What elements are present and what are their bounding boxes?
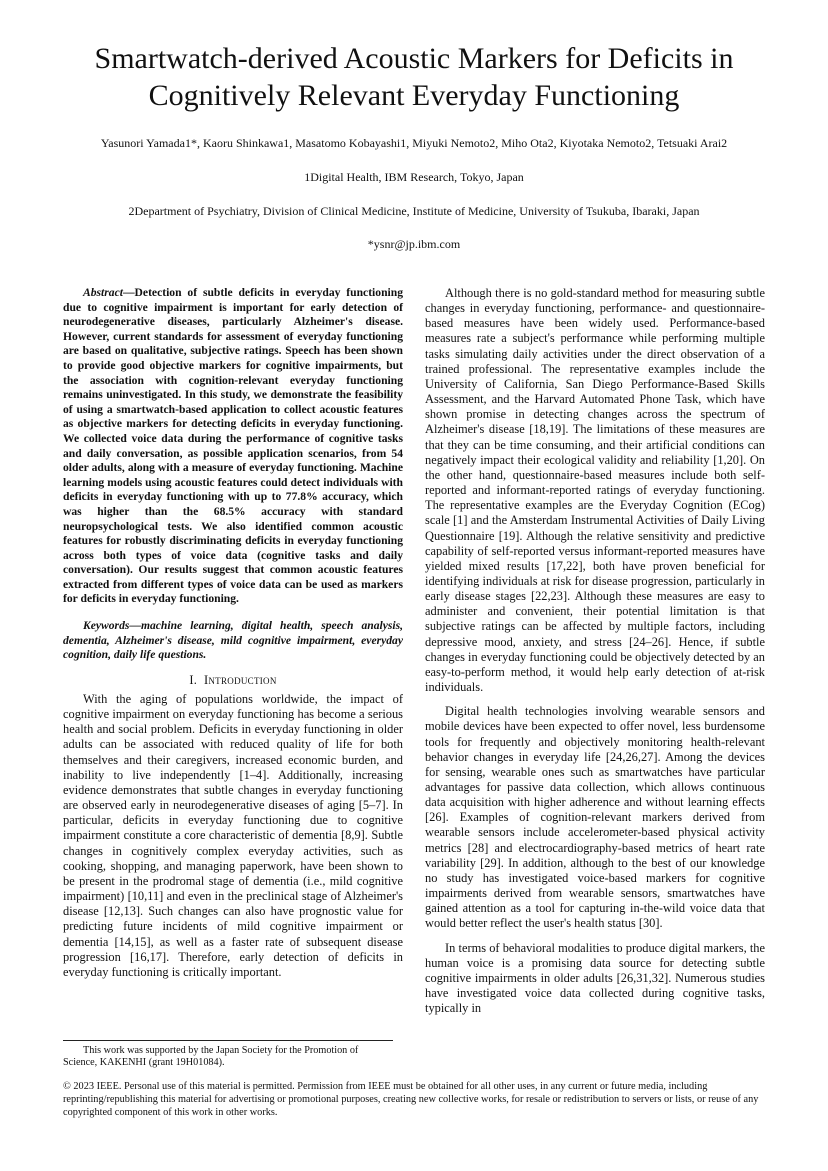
section-number: I. (189, 672, 198, 687)
body-paragraph-digital-health: Digital health technologies involving wearable sensors and mobile devices have been expected to offer novel, less burdensome tools for frequently and objectively monitoring health-relevant behavior changes in everyday life [24,26,27]. Among the devices for sensing, wearable ones such as smartwatches have particular advantages for passive data collection, which allows continuous data acquisition with higher adherence and without learning effects [26]. Examples of cognition-relevant markers derived from wearable sensors include accelerometer-based physical activity metrics [28] and electrocardiography-based metrics of heart rate variability [29]. In addition, although to the best of our knowledge no study has investigated voice-based markers for cognitive impairments derived from wearable sensors, smartwatches have gained attention as a tool for capturing in-the-wild voice data that would better reflect the user's health status [30]. (425, 704, 765, 931)
paper-title: Smartwatch-derived Acoustic Markers for Deficits in Cognitively Relevant Everyday Functioning (94, 42, 734, 112)
section-heading-introduction (63, 673, 403, 688)
affiliation-1: 1Digital Health, IBM Research, Tokyo, Japan (304, 170, 524, 184)
affiliation-2: 2Department of Psychiatry, Division of Clinical Medicine, Institute of Medicine, University of Tsukuba, Ibaraki, Japan (128, 204, 700, 218)
funding-footnote: This work was supported by the Japan Society for the Promotion of Science, KAKENHI (grant 19H01084). (63, 1045, 359, 1069)
abstract (63, 286, 403, 607)
author-list: Yasunori Yamada1*, Kaoru Shinkawa1, Masatomo Kobayashi1, Miyuki Nemoto2, Miho Ota2, Kiyotaka Nemoto2, Tetsuaki Arai2 (100, 136, 728, 150)
copyright-notice: © 2023 IEEE. Personal use of this material is permitted. Permission from IEEE must be obtained for all other uses, in any current or future media, including reprinting/republishing this material for advertising or promotional purposes, creating new collective works, for resale or redistribution to servers or lists, or reuse of any copyrighted component of this work in other works. (63, 1081, 759, 1119)
section-title: Introduction (203, 672, 277, 687)
left-column (63, 286, 403, 980)
body-paragraph-voice: In terms of behavioral modalities to produce digital markers, the human voice is a promising data source for detecting subtle cognitive impairments in older adults [26,31,32]. Numerous studies have investigated voice data collected during cognitive tasks, typically in (425, 940, 765, 1016)
intro-paragraph-1: With the aging of populations worldwide, the impact of cognitive impairment on everyday functioning has become a serious health and social problem. Deficits in everyday functioning in older adults can be associated with reduced quality of life for both themselves and their caregivers, increased economic burden, and inability to live independently [1–4]. Additionally, increasing evidence demonstrates that subtle changes in everyday functioning are observed early in neurodegenerative diseases of aging [5–7]. In particular, deficits in everyday functioning due to cognitive impairment constitute a core characteristic of dementia [8,9]. Subtle changes in cognitively complex everyday activities, such as cooking, shopping, and managing paperwork, have been shown to be present in the prodromal stage of dementia (i.e., mild cognitive impairment) [10,11] and even in the preclinical stage of Alzheimer's disease [12,13]. Such changes can also have prognostic value for predicting future incidents of mild cognitive impairment or dementia [14,15], as well as a faster rate of subsequent disease progression [16,17]. Therefore, early detection of deficits in everyday functioning is critically important. (63, 692, 403, 979)
keywords: Keywords—machine learning, digital health, speech analysis, dementia, Alzheimer's disease, mild cognitive impairment, everyday cognition, daily life questions. (63, 619, 403, 662)
abstract-text: —Detection of subtle deficits in everyday functioning due to cognitive impairment is important for early detection of neurodegenerative diseases, particularly Alzheimer's disease. However, current standards for assessment of everyday functioning are based on qualitative, subjective ratings. Speech has been shown to provide good objective markers for cognitive impairments, but the association with cognition-relevant everyday functioning remains uninvestigated. In this study, we demonstrate the feasibility of using a smartwatch-based application to collect acoustic features as objective markers for detecting deficits in everyday functioning. We collected voice data during the performance of cognitive tasks and daily conversation, as possible application scenarios, from 54 older adults, along with a measure of everyday functioning. Machine learning models using acoustic features could detect individuals with deficits in everyday functioning with up to 77.8% accuracy, which was higher than the 68.5% accuracy with standard neuropsychological tests. We also identified common acoustic features for robustly discriminating deficits in everyday functioning across both types of voice data (cognitive tasks and daily conversation). Our results suggest that common acoustic features extracted from different types of voice data can be used as markers for deficits in everyday functioning. (63, 286, 403, 606)
right-column (425, 286, 765, 1016)
footnote-divider (63, 1040, 393, 1041)
abstract-label: Abstract (83, 286, 123, 299)
corresponding-email: *ysnr@jp.ibm.com (367, 237, 461, 251)
body-paragraph-measures: Although there is no gold-standard method for measuring subtle changes in everyday functioning, performance- and questionnaire-based measures have been widely used. Performance-based measures rate a subject's performance while performing multiple tasks simulating daily activities under the direct observation of a trained professional. The representative examples include the University of California, San Diego Performance-Based Skills Assessment, and the Harvard Automated Phone Task, which have shown promise in detecting changes across the spectrum of Alzheimer's disease [18,19]. The limitations of these measures are that they can be time consuming, and their artificial conditions can negatively impact their ecological validity and reliability [1,20]. On the other hand, questionnaire-based measures include both self-reported and informant-reported ratings of everyday functioning. The representative examples are the Everyday Cognition (ECog) scale [1] and the Amsterdam Instrumental Activities of Daily Living Questionnaire [19]. Although the relative sensitivity and predictive capability of self-reported versus informant-reported measures have yielded mixed results [17,22], both have proven beneficial for identifying individuals at risk for disease progression, particularly in early disease stages [22,23]. Although these measures are easy to administer and convenient, their potential limitation is that subjective ratings can be affected by multiple factors, including depressive mood, anxiety, and stress [24–26]. Hence, if subtle changes in everyday functioning could be objectively detected by an easy-to-perform method, it would help early detection of at-risk individuals. (425, 286, 765, 695)
